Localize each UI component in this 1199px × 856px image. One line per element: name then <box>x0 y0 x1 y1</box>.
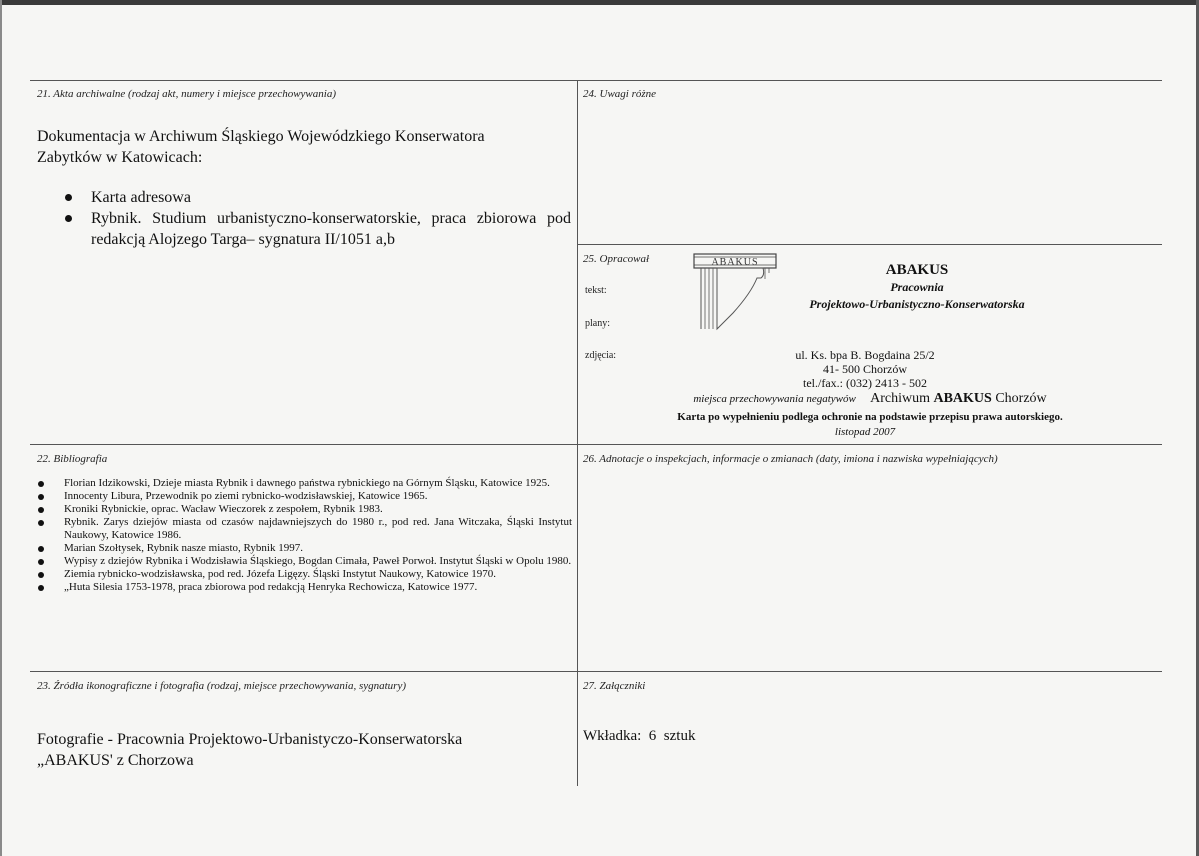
bullet-icon <box>38 572 44 578</box>
storage-label: miejsca przechowywania negatywów <box>693 393 856 405</box>
section-27-label: 27. Załączniki <box>583 680 646 692</box>
address-street: ul. Ks. bpa B. Bogdaina 25/2 <box>795 348 935 362</box>
firm-header <box>760 262 1074 313</box>
list-item: Rybnik. Studium urbanistyczno-konserwatorskie, praca zbiorowa pod redakcją Alojzego Targa– sygnatura II/1051 a,b <box>61 208 571 250</box>
section-26-label: 26. Adnotacje o inspekcjach, informacje o zmianach (daty, imiona i nazwiska wypełniających) <box>583 453 998 465</box>
bullet-icon <box>38 559 44 565</box>
section-23-line2: „ABAKUS' z Chorzowa <box>37 752 194 769</box>
list-item: Ziemia rybnicko-wodzisławska, pod red. Józefa Ligęzy. Śląski Instytut Naukowy, Katowice 1970. <box>38 568 572 581</box>
grid-line-row3 <box>30 444 1162 445</box>
section-22-label: 22. Bibliografia <box>37 453 108 465</box>
section-23-line1: Fotografie - Pracownia Projektowo-Urbanistyczo-Konserwatorska <box>37 731 463 748</box>
copyright-note: Karta po wypełnieniu podlega ochronie na podstawie przepisu prawa autorskiego. <box>677 411 1063 423</box>
section-21-intro-line2: Zabytków w Katowicach: <box>37 149 203 166</box>
bullet-icon <box>38 585 44 591</box>
section-24-label: 24. Uwagi różne <box>583 88 657 100</box>
list-item: Florian Idzikowski, Dzieje miasta Rybnik i dawnego państwa rybnickiego na Górnym Śląsku, Katowice 1925. <box>38 477 572 490</box>
firm-line1: Pracownia <box>890 280 944 294</box>
address-phone: tel./fax.: (032) 2413 - 502 <box>803 376 927 390</box>
list-item: Innocenty Libura, Przewodnik po ziemi rybnicko-wodzisławskiej, Katowice 1965. <box>38 490 572 503</box>
storage-suffix: Chorzów <box>995 391 1047 406</box>
bullet-icon <box>38 507 44 513</box>
section-21-content <box>37 126 571 250</box>
section-25-label: 25. Opracował <box>583 253 649 265</box>
address-city: 41- 500 Chorzów <box>823 362 907 376</box>
logo-text: ABAKUS <box>711 257 759 268</box>
tekst-label: tekst: <box>585 285 607 296</box>
storage-prefix: Archiwum <box>870 391 930 406</box>
grid-line-row4 <box>30 671 1162 672</box>
bibliography-list <box>38 477 572 594</box>
bullet-icon <box>38 520 44 526</box>
bullet-icon <box>65 215 72 222</box>
grid-line-center <box>577 80 578 786</box>
firm-address <box>760 348 970 390</box>
list-item: Rybnik. Zarys dziejów miasta od czasów najdawniejszych do 1980 r., pod red. Jana Witczaka, Śląski Instytut Naukowy, Katowice 1986. <box>38 516 572 542</box>
list-item: „Huta Silesia 1753-1978, praca zbiorowa pod redakcją Henryka Rechowicza, Katowice 1977. <box>38 581 572 594</box>
section-21-list <box>61 187 571 250</box>
bullet-icon <box>38 481 44 487</box>
bullet-icon <box>38 494 44 500</box>
section-27-value: Wkładka: 6 sztuk <box>583 728 696 744</box>
bullet-icon <box>38 546 44 552</box>
bullet-icon <box>65 194 72 201</box>
plany-label: plany: <box>585 318 610 329</box>
firm-line2: Projektowo-Urbanistyczno-Konserwatorska <box>809 297 1025 311</box>
grid-line-top <box>30 80 1162 81</box>
list-item: Marian Szołtysek, Rybnik nasze miasto, Rybnik 1997. <box>38 542 572 555</box>
section-23-content <box>37 729 571 771</box>
list-item: Karta adresowa <box>61 187 571 208</box>
storage-bold: ABAKUS <box>933 391 992 406</box>
firm-name: ABAKUS <box>885 262 949 278</box>
grid-line-row2-right <box>577 244 1162 245</box>
zdjecia-label: zdjęcia: <box>585 350 617 361</box>
scan-edge-left <box>0 0 2 856</box>
scan-edge-top <box>0 0 1199 5</box>
storage-line <box>620 391 1120 407</box>
section-23-label: 23. Źródła ikonograficzne i fotografia (rodzaj, miejsce przechowywania, sygnatury) <box>37 680 406 692</box>
list-item: Wypisy z dziejów Rybnika i Wodzisławia Śląskiego, Bogdan Cimała, Paweł Porwoł. Instytut Śląski w Opolu 1980. <box>38 555 572 568</box>
section-21-label: 21. Akta archiwalne (rodzaj akt, numery i miejsce przechowywania) <box>37 88 336 100</box>
date-label: listopad 2007 <box>834 426 896 438</box>
list-item: Kroniki Rybnickie, oprac. Wacław Wieczorek z zespołem, Rybnik 1983. <box>38 503 572 516</box>
section-21-intro-line1: Dokumentacja w Archiwum Śląskiego Wojewódzkiego Konserwatora <box>37 128 485 145</box>
